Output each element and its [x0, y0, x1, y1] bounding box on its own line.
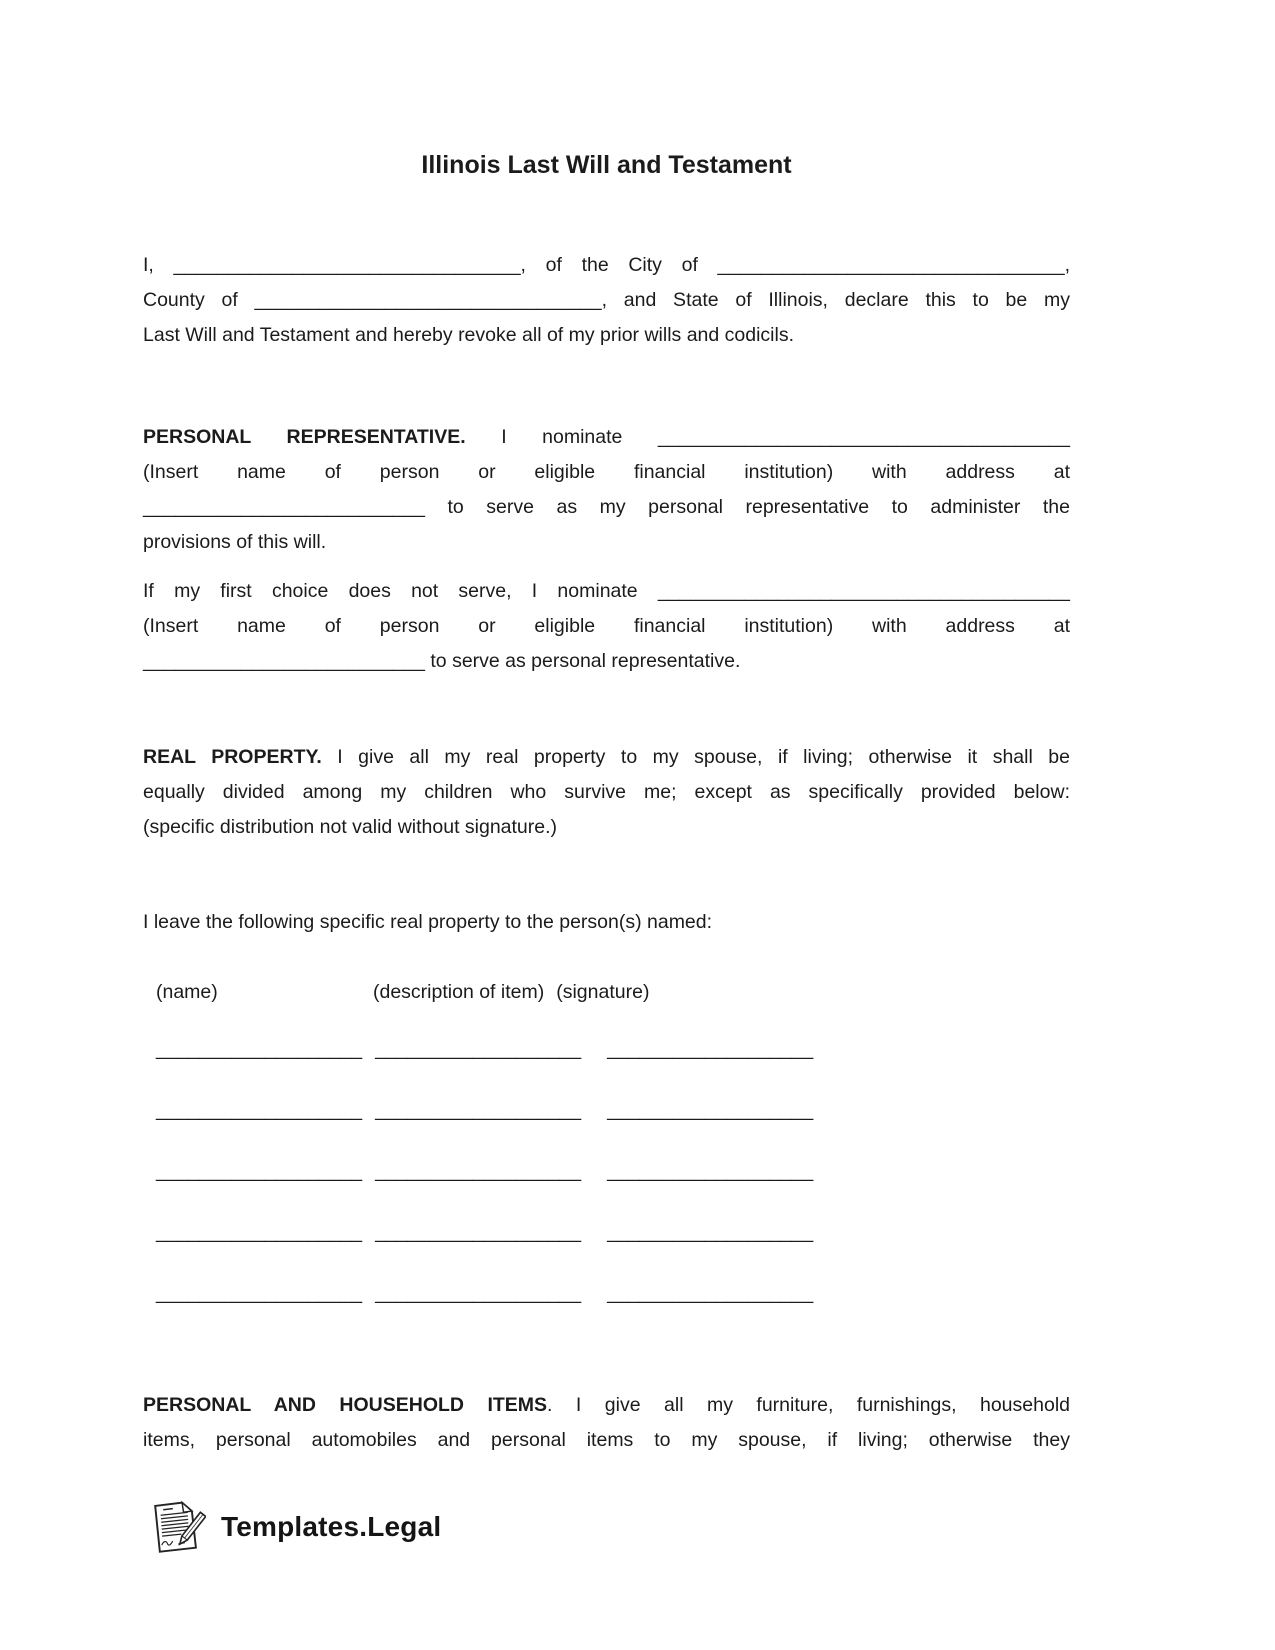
blank-description-field: ___________________	[375, 1099, 582, 1121]
blank-signature-field: ___________________	[607, 1038, 814, 1060]
intro-paragraph	[143, 248, 1070, 353]
document-pencil-icon	[148, 1495, 206, 1559]
property-table-header	[143, 975, 1070, 1010]
column-header-signature: (signature)	[556, 981, 650, 1003]
pr-paragraph1-line-2: (Insert name of person or eligible financial institution) with address at	[143, 461, 1070, 483]
items-give-text: . I give all my furniture, furnishings, household	[547, 1394, 1070, 1416]
column-header-description: (description of item)	[373, 981, 545, 1003]
household-items-section	[143, 1388, 1070, 1458]
table-row	[156, 1093, 1070, 1128]
intro-line-3: Last Will and Testament and hereby revoke all of my prior wills and codicils.	[143, 324, 795, 346]
real-property-heading: REAL PROPERTY.	[143, 746, 322, 768]
blank-signature-field: ___________________	[607, 1160, 814, 1182]
pr-paragraph1-line-3: __________________________ to serve as my personal representative to administer the	[143, 496, 1070, 518]
document-content	[143, 0, 1070, 1559]
blank-description-field: ___________________	[375, 1221, 582, 1243]
blank-name-field: ___________________	[156, 1221, 363, 1243]
pr-paragraph2-line-2: (Insert name of person or eligible financial institution) with address at	[143, 615, 1070, 637]
pr-paragraph2-line-1: If my first choice does not serve, I nominate ______________________________________	[143, 580, 1070, 602]
intro-line-1: I, ________________________________, of the City of ________________________________,	[143, 254, 1070, 276]
blank-description-field: ___________________	[375, 1038, 582, 1060]
blank-name-field: ___________________	[156, 1099, 363, 1121]
pr-paragraph2-line-3: __________________________ to serve as personal representative.	[143, 650, 741, 672]
items-paragraph-line-2: items, personal automobiles and personal items to my spouse, if living; otherwise they	[143, 1429, 1070, 1451]
table-row	[156, 1215, 1070, 1250]
rp-paragraph-line-1	[143, 740, 1070, 775]
blank-signature-field: ___________________	[607, 1221, 814, 1243]
table-row	[156, 1276, 1070, 1311]
rp-leave-line: I leave the following specific real property to the person(s) named:	[143, 911, 713, 933]
templates-legal-logo	[148, 1495, 1070, 1559]
blank-description-field: ___________________	[375, 1160, 582, 1182]
table-row	[156, 1032, 1070, 1067]
property-table	[143, 1032, 1070, 1311]
blank-name-field: ___________________	[156, 1038, 363, 1060]
personal-representative-section	[143, 420, 1070, 679]
pr-nominate-text: I nominate ______________________________________	[465, 426, 1070, 448]
column-header-name: (name)	[156, 981, 218, 1003]
table-row	[156, 1154, 1070, 1189]
pr-alternate-paragraph	[143, 574, 1070, 679]
items-paragraph-line-1	[143, 1388, 1070, 1423]
real-property-section	[143, 740, 1070, 1311]
rp-give-text: I give all my real property to my spouse, if living; otherwise it shall be	[321, 746, 1070, 768]
intro-line-2: County of ________________________________, and State of Illinois, declare this to be my	[143, 289, 1070, 311]
page-title: Illinois Last Will and Testament	[421, 151, 792, 179]
personal-representative-heading: PERSONAL REPRESENTATIVE.	[143, 426, 466, 448]
blank-signature-field: ___________________	[607, 1282, 814, 1304]
rp-paragraph-line-3: (specific distribution not valid without signature.)	[143, 816, 558, 838]
blank-name-field: ___________________	[156, 1282, 363, 1304]
blank-signature-field: ___________________	[607, 1099, 814, 1121]
household-items-heading: PERSONAL AND HOUSEHOLD ITEMS	[143, 1394, 548, 1416]
blank-description-field: ___________________	[375, 1282, 582, 1304]
rp-paragraph-line-2: equally divided among my children who survive me; except as specifically provided below:	[143, 781, 1070, 803]
brand-name: Templates.Legal	[221, 1511, 442, 1542]
blank-name-field: ___________________	[156, 1160, 363, 1182]
pr-paragraph1-line-4: provisions of this will.	[143, 531, 327, 553]
pr-paragraph1-line-1	[143, 420, 1070, 455]
